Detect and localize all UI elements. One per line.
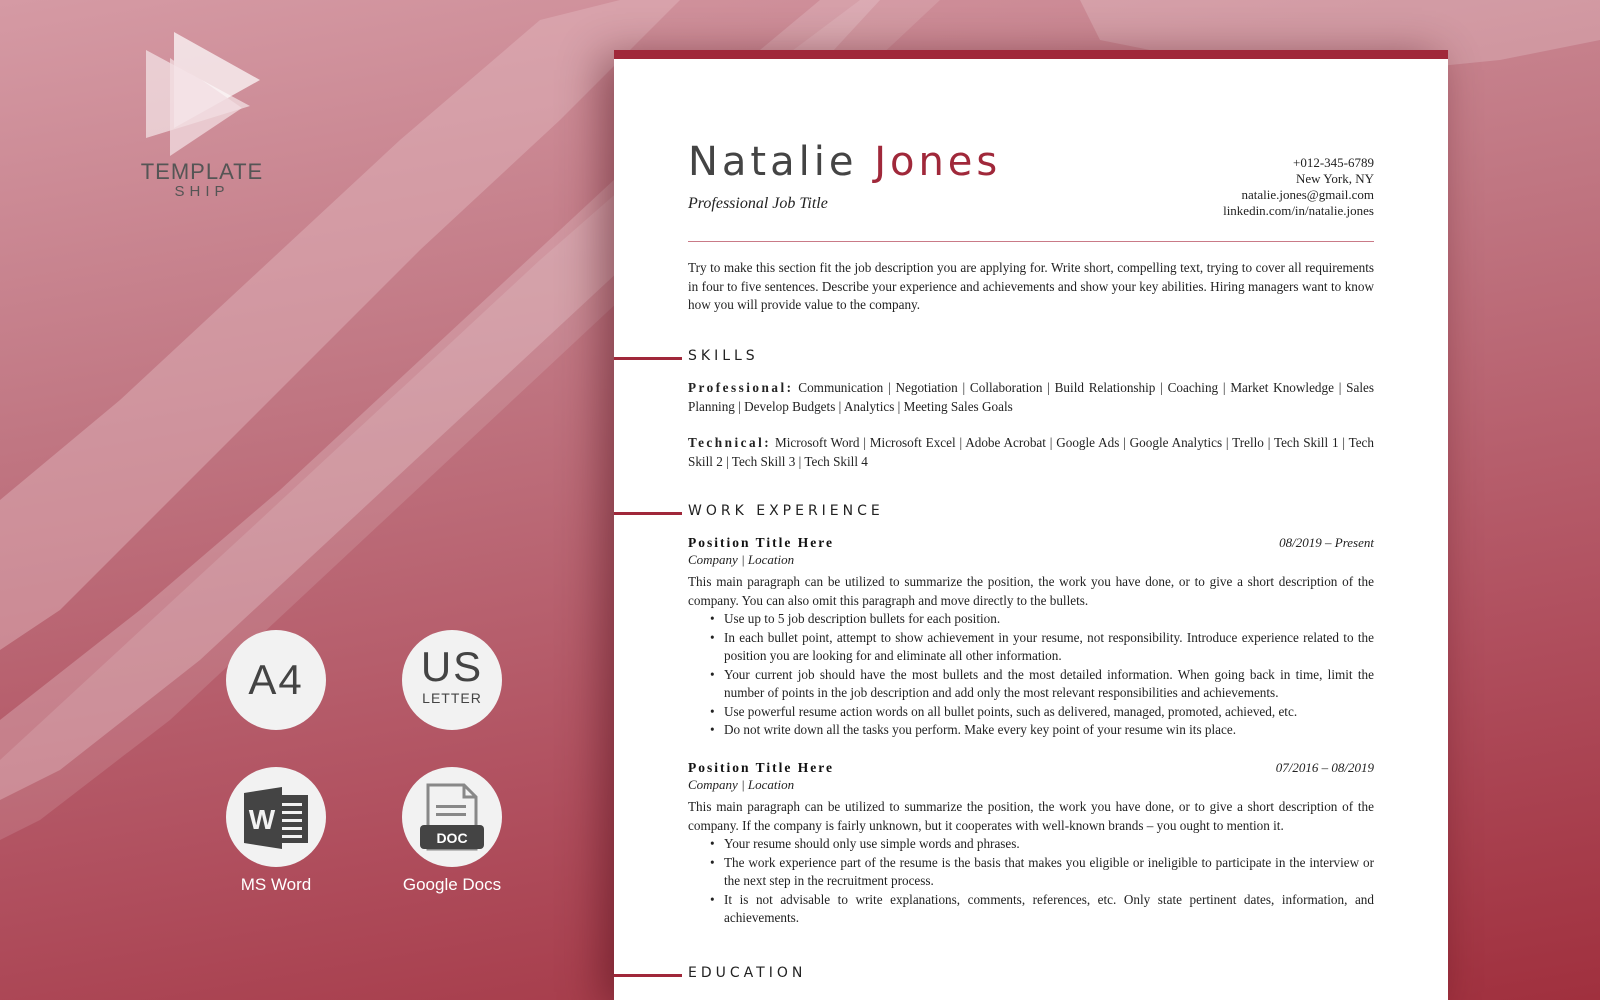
job-date: 08/2019 – Present (1279, 535, 1374, 550)
section-accent-bar (614, 974, 682, 977)
job-entry-1 (688, 535, 1374, 740)
template-ship-logo (132, 28, 272, 208)
list-item: • It is not advisable to write explanations, comments, references, etc. Only state pertinent dates, information, and achievements. (724, 891, 1374, 928)
a4-badge (226, 630, 326, 730)
job-bullets (688, 835, 1374, 928)
doc-chip-label: DOC (436, 830, 468, 846)
job-summary: This main paragraph can be utilized to summarize the position, the work you have done, or to give a short description of the company. You can also omit this paragraph and move directly to the bullets. (688, 574, 1374, 608)
work-heading: WORK EXPERIENCE (688, 503, 884, 519)
play-logo-icon (132, 28, 272, 158)
job-date: 07/2016 – 08/2019 (1275, 760, 1374, 775)
logo-text-ship: SHIP (174, 183, 230, 200)
job-title: Position Title Here (688, 760, 834, 775)
work-section-header (614, 503, 1014, 523)
job-bullets (688, 610, 1374, 740)
contact-email: natalie.jones@gmail.com (1241, 187, 1374, 202)
skills-professional-text: Communication | Negotiation | Collaboration | Build Relationship | Coaching | Market Knowledge | Sales Planning | Develop Budgets | Analytics | Meeting Sales Goals (688, 380, 1375, 414)
skills-technical-label: Technical: (688, 435, 772, 450)
ms-word-badge (226, 767, 326, 867)
google-docs-label: Google Docs (402, 875, 502, 894)
logo-text-template: TEMPLATE (140, 159, 264, 184)
a4-label: A4 (248, 656, 304, 703)
list-item: • Your current job should have the most bullets and the most detailed information. When going back in time, limit the number of points in the job description and add only the most relevant responsibilities and achievements. (724, 666, 1374, 703)
ms-word-label: MS Word (240, 875, 312, 894)
professional-job-title: Professional Job Title (688, 195, 828, 212)
word-glyph: W (248, 804, 276, 835)
education-heading: EDUCATION (688, 965, 807, 981)
job-company: Company | Location (688, 777, 795, 792)
skills-section-header (614, 348, 1014, 368)
contact-block (1223, 155, 1374, 219)
list-item: • Do not write down all the tasks you perform. Make every key point of your resume win its place. (724, 721, 1374, 740)
skills-technical-text: Microsoft Word | Microsoft Excel | Adobe Acrobat | Google Ads | Google Analytics | Trello | Tech Skill 1 | Tech Skill 2 | Tech Skill 3 | Tech Skill 4 (688, 435, 1375, 469)
resume-name (688, 139, 1001, 185)
job-entry-2 (688, 760, 1374, 928)
contact-phone: +012-345-6789 (1293, 155, 1374, 170)
job-title: Position Title Here (688, 535, 834, 550)
list-item: • Use powerful resume action words on all bullet points, such as delivered, managed, promoted, achieved, etc. (724, 703, 1374, 722)
list-item: • The work experience part of the resume is the basis that makes you eligible or ineligible to participate in the interview or the next step in the recruitment process. (724, 854, 1374, 891)
doc-file-icon (402, 767, 502, 867)
us-label: US (420, 643, 484, 690)
job-summary: This main paragraph can be utilized to summarize the position, the work you have done, or to give a short description of the company. If the company is fairly unknown, but it cooperates with well-known brands – you ought to mention it. (688, 799, 1374, 833)
us-letter-badge (402, 630, 502, 730)
first-name: Natalie (688, 139, 858, 185)
skills-professional (688, 379, 1374, 416)
resume-document (614, 50, 1448, 1000)
list-item: • Your resume should only use simple words and phrases. (724, 835, 1374, 854)
letter-label: LETTER (422, 690, 482, 706)
section-accent-bar (614, 357, 682, 360)
skills-heading: SKILLS (688, 348, 759, 364)
skills-technical (688, 434, 1374, 471)
google-docs-badge (402, 767, 502, 867)
summary-paragraph: Try to make this section fit the job description you are applying for. Write short, compelling text, trying to cover all requirements in four to five sentences. Describe your experience and achievements and show your key abilities. Hiring managers want to know how you will provide value to the company. (688, 260, 1374, 312)
job-company: Company | Location (688, 552, 795, 567)
education-section-header (614, 965, 1014, 985)
contact-linkedin: linkedin.com/in/natalie.jones (1223, 203, 1374, 218)
skills-professional-label: Professional: (688, 380, 794, 395)
header-divider (688, 241, 1374, 242)
list-item: • In each bullet point, attempt to show achievement in your resume, not responsibility. Introduce experience related to the position you are looking for and eliminate all other information. (724, 629, 1374, 666)
list-item: • Use up to 5 job description bullets for each position. (724, 610, 1374, 629)
contact-location: New York, NY (1295, 171, 1374, 186)
section-accent-bar (614, 512, 682, 515)
ms-word-icon (226, 767, 326, 867)
last-name: Jones (874, 139, 1002, 185)
